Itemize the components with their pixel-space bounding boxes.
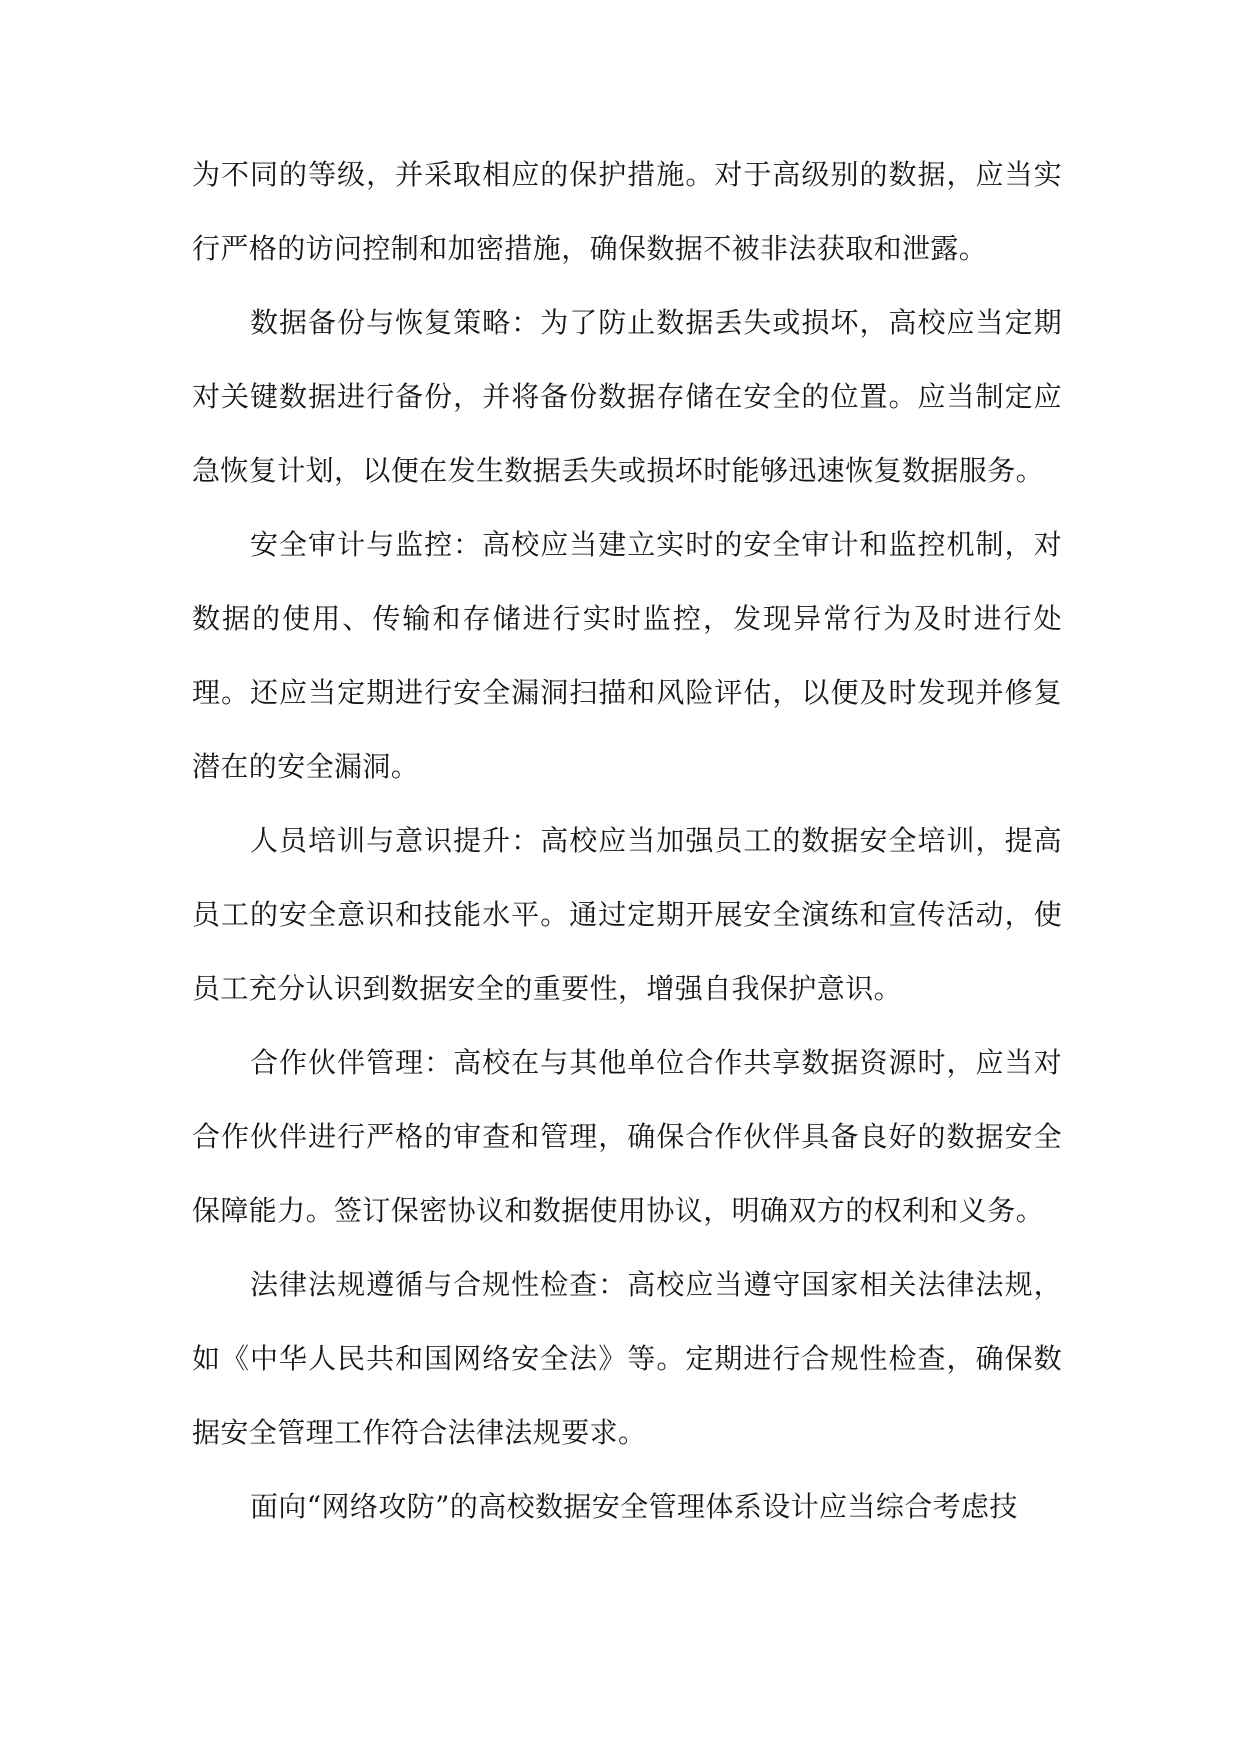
paragraph-summary-start: 面向“网络攻防”的高校数据安全管理体系设计应当综合考虑技 bbox=[250, 1490, 1018, 1523]
paragraph-data-backup: 数据备份与恢复策略：为了防止数据丢失或损坏，高校应当定期对关键数据进行备份，并将备份数据存储在安全的位置。应当制定应急恢复计划，以便在发生数据丢失或损坏时能够迅速恢复数据服务。 bbox=[192, 306, 1062, 487]
paragraph-partner-management: 合作伙伴管理：高校在与其他单位合作共享数据资源时，应当对合作伙伴进行严格的审查和管理，确保合作伙伴具备良好的数据安全保障能力。签订保密协议和数据使用协议，明确双方的权利和义务。 bbox=[192, 1046, 1062, 1227]
paragraph-security-audit: 安全审计与监控：高校应当建立实时的安全审计和监控机制，对数据的使用、传输和存储进行实时监控，发现异常行为及时进行处理。还应当定期进行安全漏洞扫描和风险评估，以便及时发现并修复潜在的安全漏洞。 bbox=[192, 528, 1062, 783]
paragraph-staff-training: 人员培训与意识提升：高校应当加强员工的数据安全培训，提高员工的安全意识和技能水平。通过定期开展安全演练和宣传活动，使员工充分认识到数据安全的重要性，增强自我保护意识。 bbox=[192, 824, 1062, 1005]
paragraph-continuation: 为不同的等级，并采取相应的保护措施。对于高级别的数据，应当实行严格的访问控制和加密措施，确保数据不被非法获取和泄露。 bbox=[192, 158, 1062, 265]
paragraph-legal-compliance: 法律法规遵循与合规性检查：高校应当遵守国家相关法律法规，如《中华人民共和国网络安全法》等。定期进行合规性检查，确保数据安全管理工作符合法律法规要求。 bbox=[192, 1268, 1062, 1449]
document-body bbox=[192, 138, 1062, 1544]
